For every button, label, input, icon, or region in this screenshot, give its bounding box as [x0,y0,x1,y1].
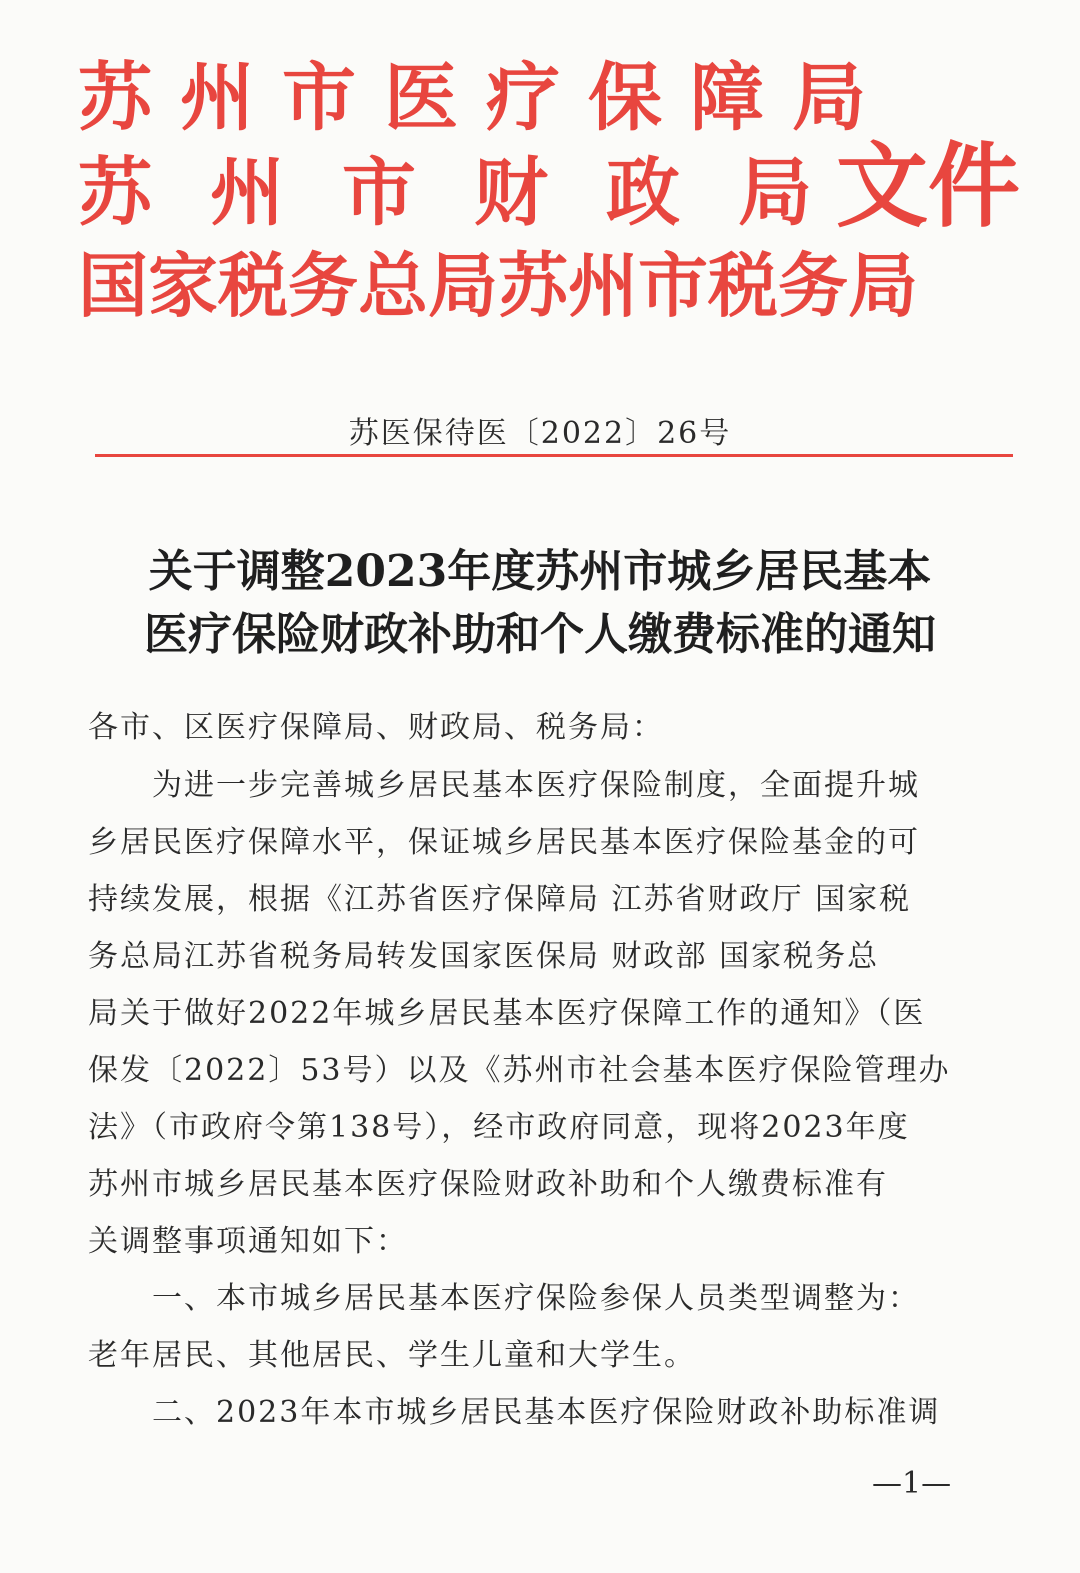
salutation: 各市、区医疗保障局、财政局、税务局： [88,710,664,745]
agency-name-finance: 苏州市财政局 [78,150,870,236]
document-title-line-1: 关于调整2023年度苏州市城乡居民基本 [148,546,932,597]
document-number: 苏医保待医〔2022〕26号 [348,416,732,451]
red-divider [95,454,1013,457]
body-line: 为进一步完善城乡居民基本医疗保险制度，全面提升城 [88,768,920,803]
body-line: 法》（市政府令第138号），经市政府同意，现将2023年度 [88,1110,910,1145]
agency-name-tax: 国家税务总局苏州市税务局 [78,244,918,327]
red-header [78,55,1021,328]
body-line: 乡居民医疗保障水平，保证城乡居民基本医疗保险基金的可 [88,825,920,860]
body-line: 苏州市城乡居民基本医疗保险财政补助和个人缴费标准有 [88,1167,888,1202]
body-line: 保发〔2022〕53号）以及《苏州市社会基本医疗保险管理办 [88,1053,951,1088]
body-line: 关调整事项通知如下： [88,1224,408,1259]
body-line: 持续发展，根据《江苏省医疗保障局 江苏省财政厅 国家税 [88,882,912,917]
body-line: 局关于做好2022年城乡居民基本医疗保障工作的通知》（医 [88,996,926,1031]
document-title-line-2: 医疗保险财政补助和个人缴费标准的通知 [144,609,936,660]
page-number: —1— [872,1466,952,1501]
body-line: 一、本市城乡居民基本医疗保险参保人员类型调整为： [88,1281,920,1316]
body-line: 务总局江苏省税务局转发国家医保局 财政部 国家税务总 [88,939,880,974]
body-line: 二、2023年本市城乡居民基本医疗保险财政补助标准调 [88,1395,941,1430]
agency-name-medical-security: 苏州市医疗保障局 [78,55,894,141]
document-suffix: 文件 [836,132,1021,240]
body-line: 老年居民、其他居民、学生儿童和大学生。 [88,1338,696,1373]
